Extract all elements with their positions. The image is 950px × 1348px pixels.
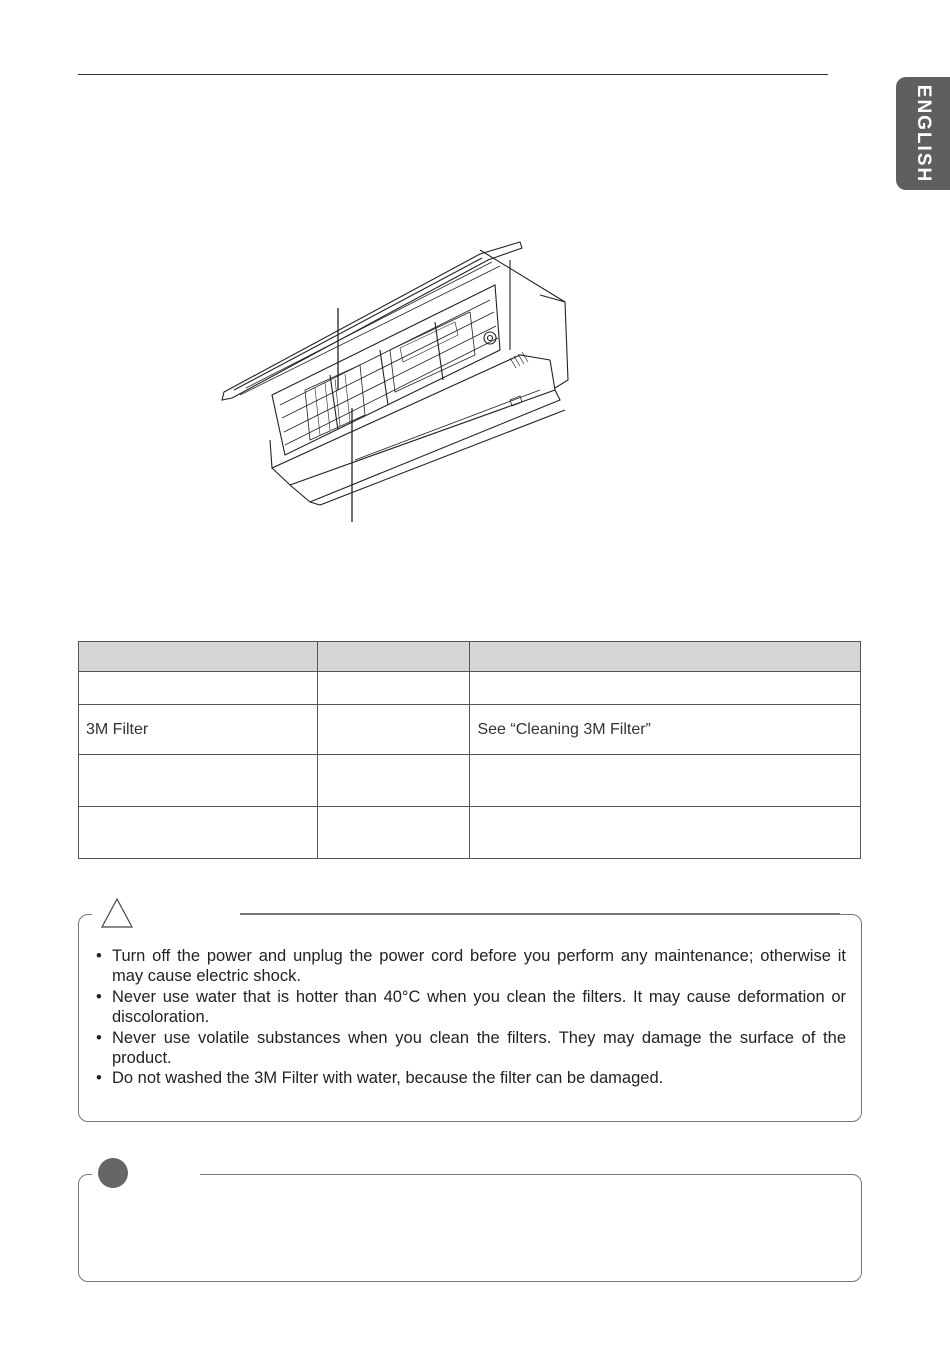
parts-table (78, 641, 861, 859)
table-header-cell (79, 642, 318, 672)
table-header-cell (470, 642, 861, 672)
table-cell (317, 807, 470, 859)
indoor-unit-illustration (210, 240, 590, 530)
table-header-cell (317, 642, 470, 672)
info-circle-icon (98, 1158, 128, 1188)
table-cell (79, 807, 318, 859)
table-cell (317, 755, 470, 807)
table-cell (317, 672, 470, 705)
table-cell (79, 672, 318, 705)
table-cell (470, 807, 861, 859)
caution-rule (240, 913, 840, 914)
table-cell (79, 755, 318, 807)
table-cell (470, 672, 861, 705)
note-rule (200, 1174, 840, 1175)
table-row (79, 755, 861, 807)
table-cell: 3M Filter (79, 705, 318, 755)
language-tab (896, 77, 950, 190)
caution-item: • Turn off the power and unplug the power cord before you perform any maintenance; otherwise it may cause electric shock. (96, 946, 846, 987)
table-row (79, 672, 861, 705)
caution-item: • Never use water that is hotter than 40°C when you clean the filters. It may cause deformation or discoloration. (96, 987, 846, 1028)
table-cell: See “Cleaning 3M Filter” (470, 705, 861, 755)
table-cell (317, 705, 470, 755)
caution-item: • Never use volatile substances when you clean the filters. They may damage the surface of the product. (96, 1028, 846, 1069)
table-cell (470, 755, 861, 807)
note-box (78, 1174, 862, 1282)
table-row (79, 705, 861, 755)
caution-item: • Do not washed the 3M Filter with water, because the filter can be damaged. (96, 1068, 846, 1088)
warning-triangle-icon (100, 897, 134, 929)
table-row (79, 807, 861, 859)
caution-list (96, 946, 846, 1089)
language-tab-label: ENGLISH (913, 84, 934, 183)
header-rule (78, 74, 828, 75)
table-header-row (79, 642, 861, 672)
